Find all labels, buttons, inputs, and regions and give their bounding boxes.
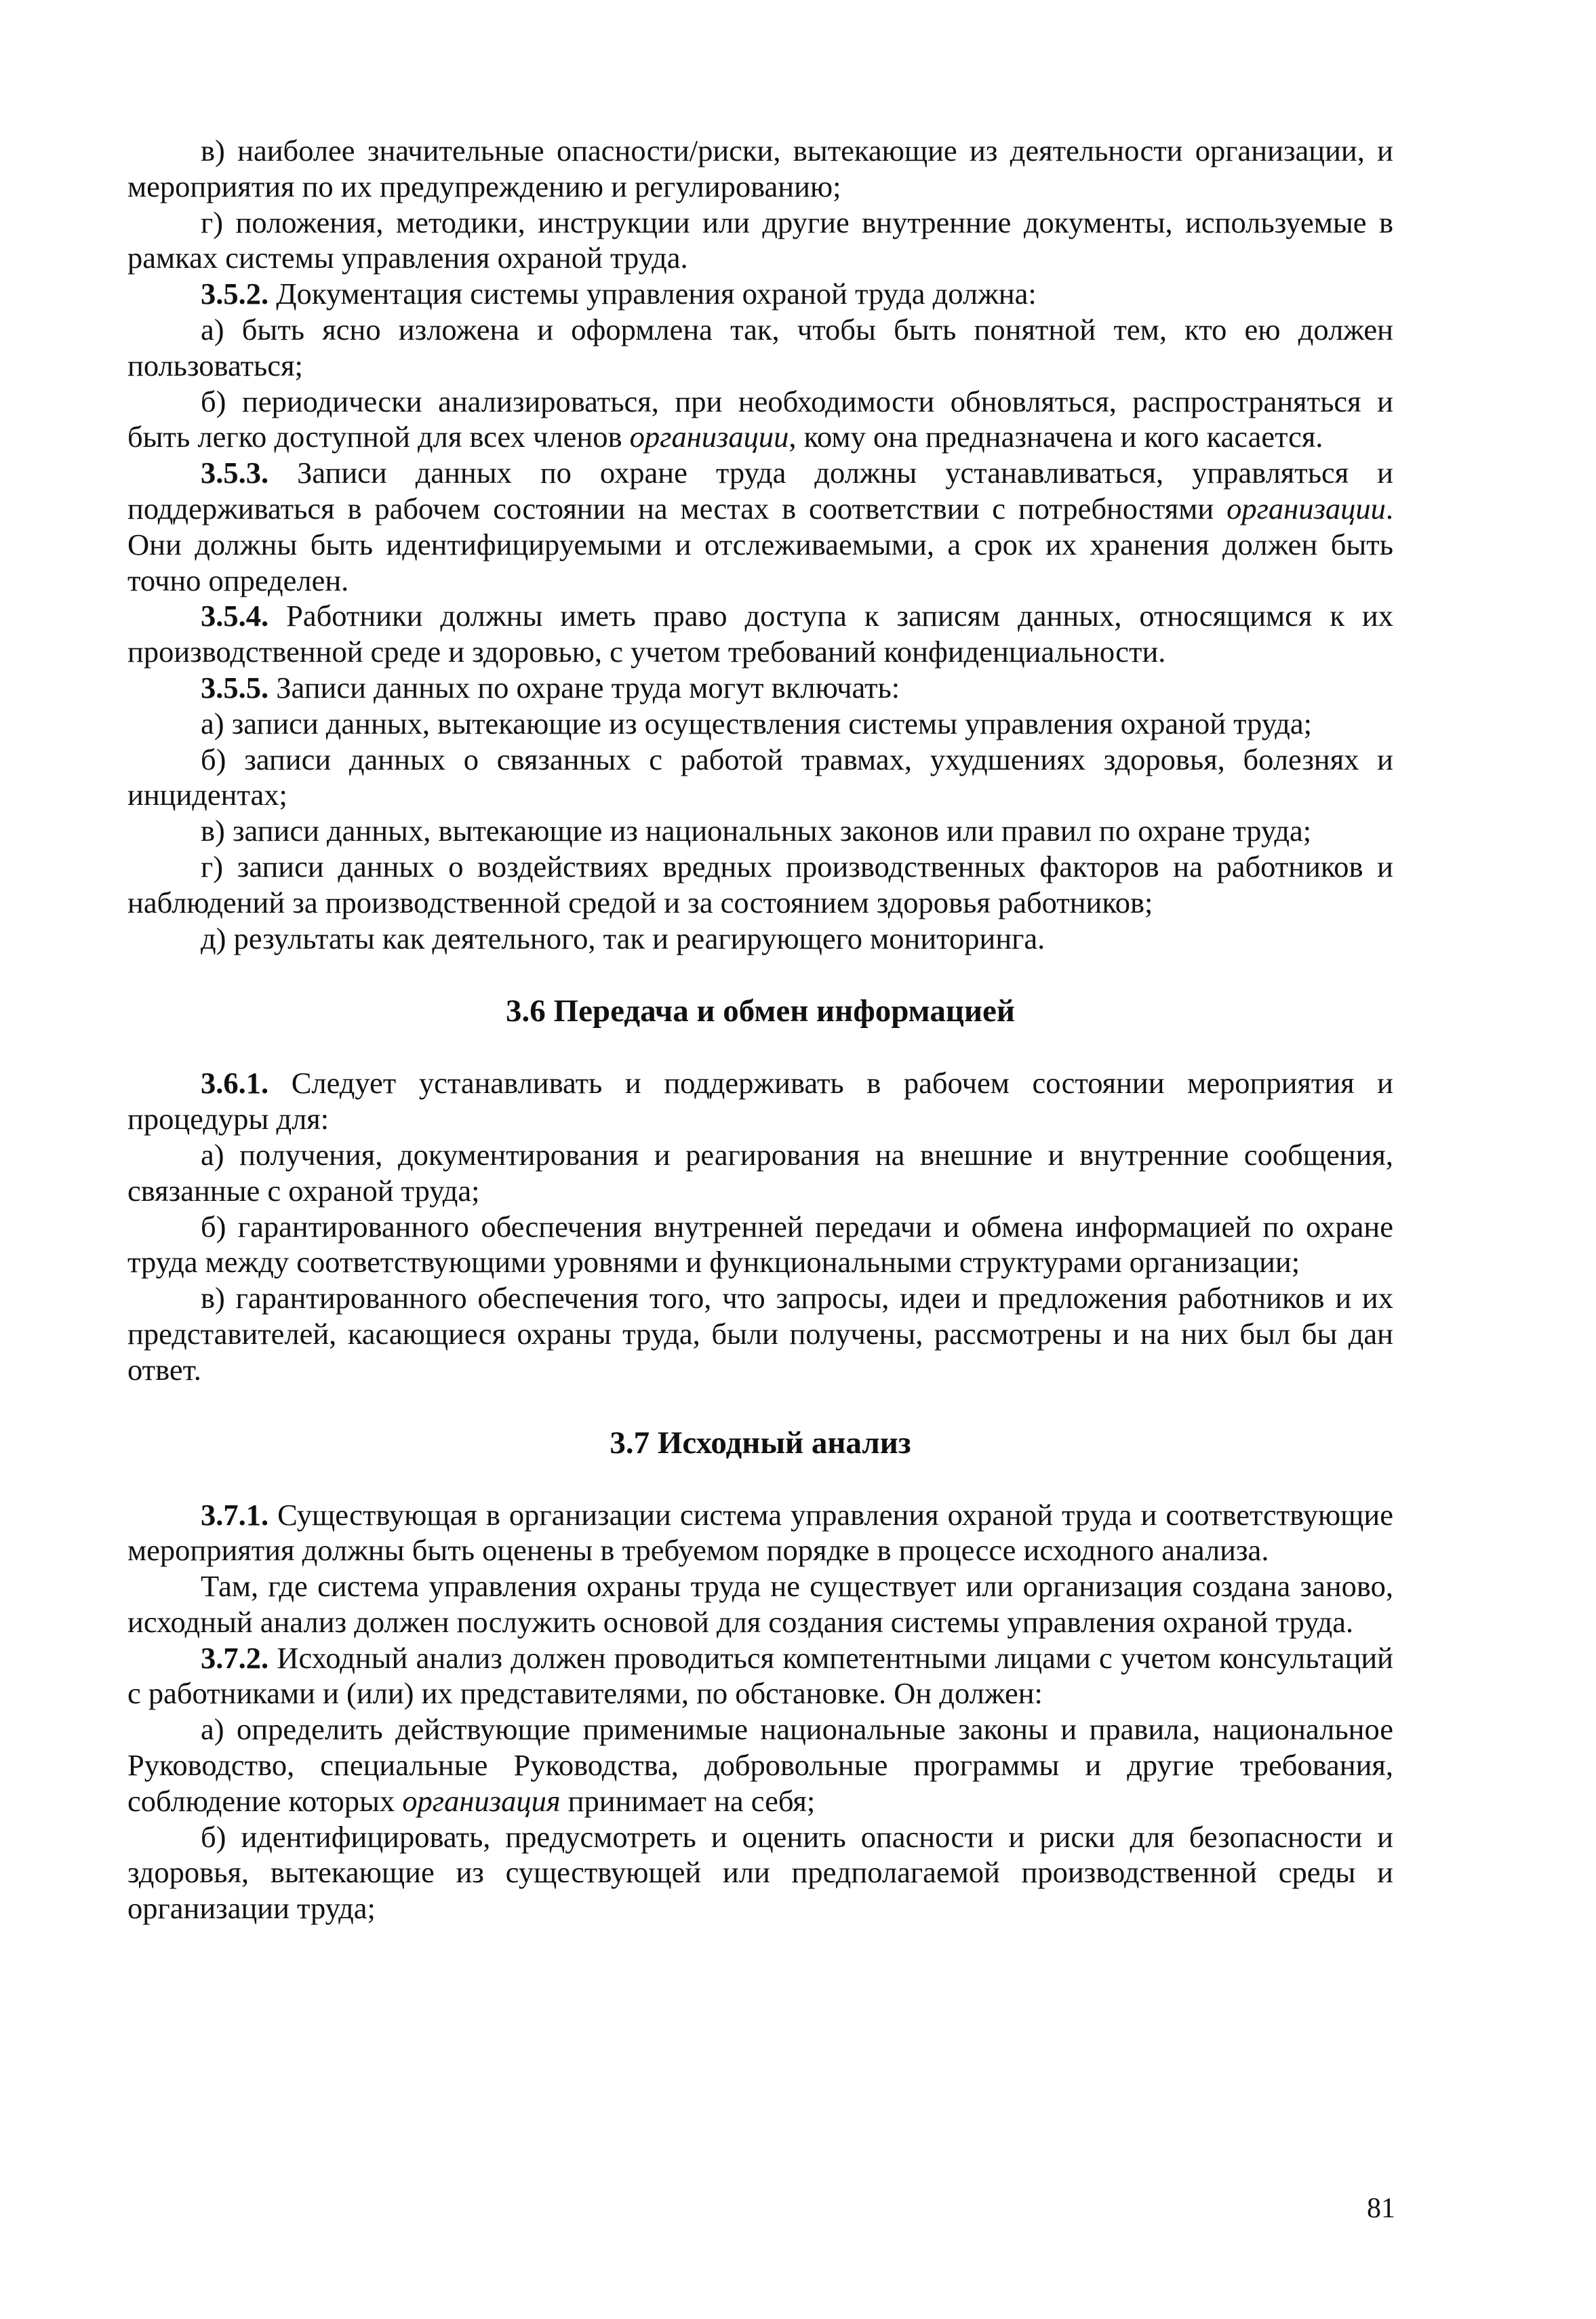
paragraph-3-5-1-g: г) положения, методики, инструкции или другие внутренние документы, используемые в рамках системы управления охраной труда. xyxy=(127,205,1393,275)
clause-text: б) периодически анализироваться, при необходимости обновляться, распространяться и быть легко доступной для всех членов xyxy=(127,384,1393,454)
paragraph-3-7-1-cont: Там, где система управления охраны труда не существует или организация создана заново, исходный анализ должен послужить основой для создания системы управления охраной труда. xyxy=(127,1569,1393,1639)
clause-text: Следует устанавливать и поддерживать в рабочем состоянии мероприятия и процедуры для: xyxy=(127,1066,1393,1136)
clause-text: Записи данных по охране труда должны устанавливаться, управляться и поддерживаться в рабочем состоянии на местах в соответствии с потребностями xyxy=(127,456,1393,526)
italic-term: организации xyxy=(1226,491,1386,526)
page-number: 81 xyxy=(1367,2193,1395,2224)
paragraph-3-7-1 xyxy=(127,1497,1393,1569)
italic-term: организация xyxy=(402,1783,561,1818)
page-content xyxy=(127,133,1393,1926)
paragraph-3-7-2-b: б) идентифицировать, предусмотреть и оценить опасности и риски для безопасности и здоровья, вытекающие из существующей или предполагаемой производственной среды и организации труда; xyxy=(127,1819,1393,1926)
clause-text: Работники должны иметь право доступа к записям данных, относящимся к их производственной среде и здоровью, с учетом требований конфиденциальности. xyxy=(127,599,1393,669)
italic-term: организации xyxy=(629,420,789,454)
clause-text: . Они должны быть идентифицируемыми и отслеживаемыми, а срок их хранения должен быть точно определен. xyxy=(127,491,1393,597)
clause-number: 3.5.3. xyxy=(201,456,269,490)
paragraph-3-6-1-b: б) гарантированного обеспечения внутренней передачи и обмена информацией по охране труда между соответствующими уровнями и функциональными структурами организации; xyxy=(127,1209,1393,1280)
paragraph-3-6-1-a: а) получения, документирования и реагирования на внешние и внутренние сообщения, связанные с охраной труда; xyxy=(127,1137,1393,1208)
clause-number: 3.5.5. xyxy=(201,670,269,705)
section-heading-3-7: 3.7 Исходный анализ xyxy=(610,1425,911,1461)
paragraph-3-7-2 xyxy=(127,1640,1393,1712)
paragraph-3-5-5-b: б) записи данных о связанных с работой травмах, ухудшениях здоровья, болезнях и инцидентах; xyxy=(127,742,1393,812)
clause-number: 3.7.1. xyxy=(201,1497,269,1532)
paragraph-3-5-5-d: д) результаты как деятельного, так и реагирующего мониторинга. xyxy=(201,921,1045,955)
paragraph-3-5-3 xyxy=(127,455,1393,598)
paragraph-3-7-2-a xyxy=(127,1711,1393,1819)
paragraph-3-5-5-g: г) записи данных о воздействиях вредных производственных факторов на работников и наблюдений за производственной средой и за состоянием здоровья работников; xyxy=(127,849,1393,919)
clause-number: 3.6.1. xyxy=(201,1066,269,1101)
clause-number: 3.7.2. xyxy=(201,1640,269,1675)
paragraph-3-5-2-a: а) быть ясно изложена и оформлена так, чтобы быть понятной тем, кто ею должен пользоваться; xyxy=(127,312,1393,382)
paragraph-3-5-4 xyxy=(127,598,1393,670)
paragraph-3-5-1-v: в) наиболее значительные опасности/риски, вытекающие из деятельности организации, и мероприятия по их предупреждению и регулированию; xyxy=(127,134,1393,203)
paragraph-3-6-1-v: в) гарантированного обеспечения того, что запросы, идеи и предложения работников и их представителей, касающиеся охраны труда, были получены, рассмотрены и на них был бы дан ответ. xyxy=(127,1281,1393,1387)
clause-text: Записи данных по охране труда могут включать: xyxy=(268,670,900,705)
clause-text: принимает на себя; xyxy=(560,1783,816,1818)
paragraph-3-5-5-v: в) записи данных, вытекающие из национальных законов или правил по охране труда; xyxy=(201,814,1312,848)
paragraph-3-6-1 xyxy=(127,1065,1393,1137)
paragraph-3-5-5-a: а) записи данных, вытекающие из осуществления системы управления охраной труда; xyxy=(201,706,1313,740)
clause-text: а) определить действующие применимые национальные законы и правила, национальное Руководство, специальные Руководства, добровольные программы и другие требования, соблюдение которых xyxy=(127,1712,1393,1818)
clause-number: 3.5.4. xyxy=(201,599,269,633)
paragraph-3-5-2 xyxy=(127,276,1393,312)
clause-text: Документация системы управления охраной труда должна: xyxy=(268,277,1037,311)
section-heading-3-6: 3.6 Передача и обмен информацией xyxy=(506,993,1015,1029)
clause-text: Исходный анализ должен проводиться компетентными лицами с учетом консультаций с работниками и (или) их представителями, по обстановке. Он должен: xyxy=(127,1640,1393,1711)
paragraph-3-5-2-b xyxy=(127,384,1393,456)
paragraph-3-5-5 xyxy=(127,670,1393,706)
clause-number: 3.5.2. xyxy=(201,277,269,311)
clause-text: , кому она предназначена и кого касается. xyxy=(789,420,1323,454)
clause-text: Существующая в организации система управления охраной труда и соответствующие мероприятия должны быть оценены в требуемом порядке в процессе исходного анализа. xyxy=(127,1497,1393,1568)
